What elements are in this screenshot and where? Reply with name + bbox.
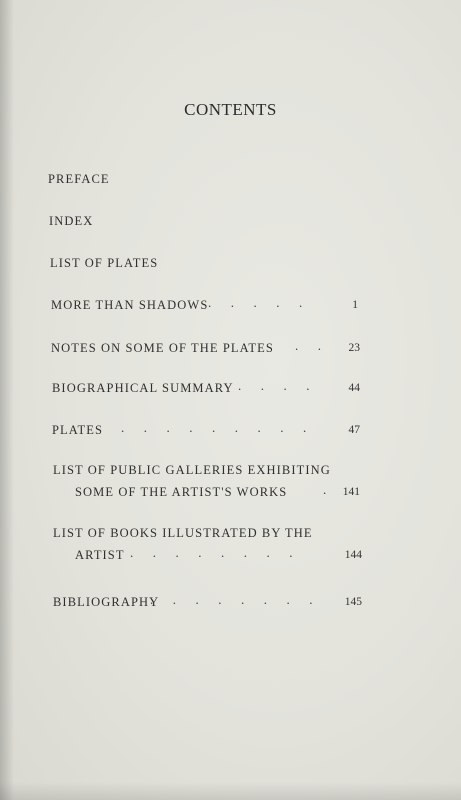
toc-entry-bibliography: BIBLIOGRAPHY <box>53 595 160 609</box>
toc-entry-list-of-plates: LIST OF PLATES <box>50 256 159 270</box>
toc-page-number: 144 <box>344 549 362 561</box>
toc-leader-dots: . <box>323 482 327 497</box>
toc-entry-biographical-summary: BIOGRAPHICAL SUMMARY <box>52 381 234 395</box>
toc-entry-index: INDEX <box>49 214 94 228</box>
toc-entry-notes-on-plates: NOTES ON SOME OF THE PLATES <box>51 341 274 355</box>
toc-page-number: 1 <box>352 299 358 311</box>
toc-page-number: 44 <box>348 382 360 394</box>
page-title: CONTENTS <box>184 100 277 119</box>
toc-leader-dots: . . . . . . . . <box>130 545 293 560</box>
toc-entry-books-illustrated: LIST OF BOOKS ILLUSTRATED BY THE <box>53 526 313 540</box>
toc-entry-public-galleries-cont: SOME OF THE ARTIST'S WORKS <box>75 485 288 499</box>
toc-entry-more-than-shadows: MORE THAN SHADOWS <box>51 298 209 312</box>
page-bottom-shadow <box>0 782 461 800</box>
toc-leader-dots: . . . . . . . . . <box>121 420 307 435</box>
toc-entry-public-galleries: LIST OF PUBLIC GALLERIES EXHIBITING <box>53 463 331 477</box>
toc-entry-preface: PREFACE <box>48 172 110 186</box>
toc-page-number: 145 <box>344 596 362 608</box>
toc-leader-dots: . . <box>295 338 321 353</box>
toc-leader-dots: . . . . <box>238 378 310 393</box>
toc-entry-plates: PLATES <box>52 423 104 437</box>
toc-entry-books-illustrated-cont: ARTIST <box>75 548 125 562</box>
toc-page-number: 47 <box>348 424 360 436</box>
toc-page-number: 23 <box>348 342 360 354</box>
toc-leader-dots: . . . . . . . . <box>150 592 313 607</box>
page-gutter-shadow <box>0 0 14 800</box>
toc-leader-dots: . . . . . <box>208 295 303 310</box>
toc-page-number: 141 <box>342 486 360 498</box>
